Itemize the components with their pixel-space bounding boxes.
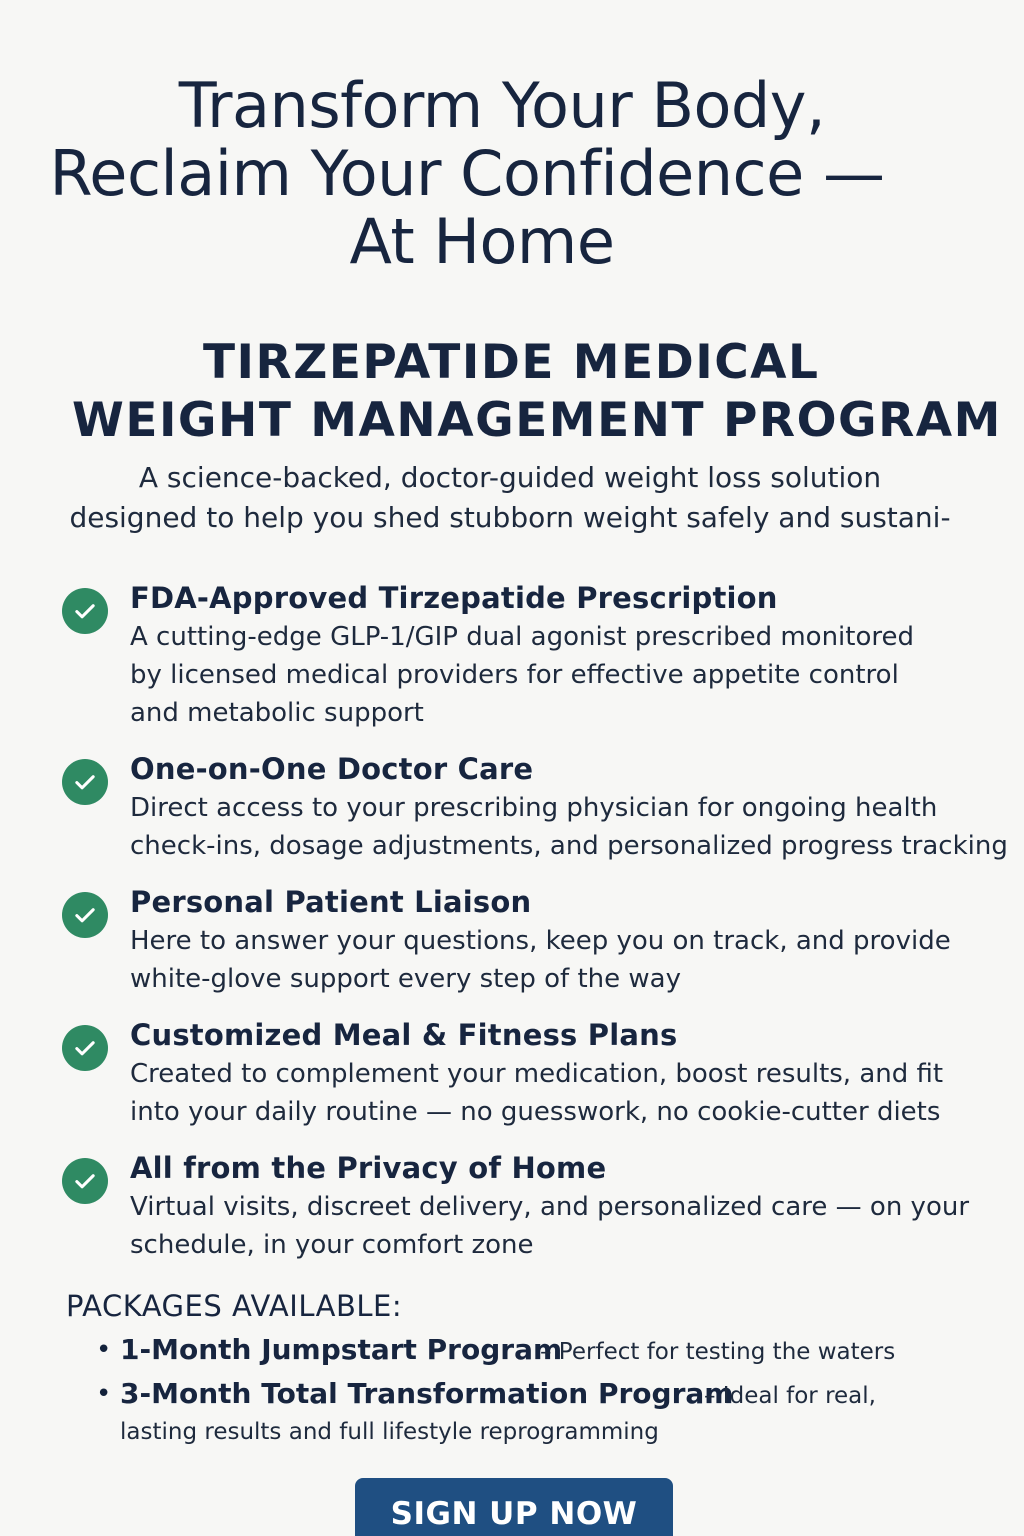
program-title-line-1: TIRZEPATIDE MEDICAL [203, 335, 820, 390]
feature-description [130, 618, 1010, 732]
headline-line-3: At Home [349, 205, 615, 278]
feature-description-line: Here to answer your questions, keep you on track, and provide [130, 926, 951, 956]
feature-description-line: A cutting-edge GLP-1/GIP dual agonist prescribed monitored [130, 622, 914, 652]
package-description-continued: lasting results and full lifestyle reprogramming [120, 1419, 659, 1445]
feature-description [130, 1055, 1010, 1131]
program-title-line-2: WEIGHT MANAGEMENT PROGRAM [72, 393, 1002, 448]
feature-description-line: Created to complement your medication, boost results, and fit [130, 1059, 944, 1089]
feature-title: One-on-One Doctor Care [130, 752, 534, 786]
feature-title: FDA-Approved Tirzepatide Prescription [130, 581, 778, 615]
sign-up-button[interactable]: SIGN UP NOW [355, 1478, 673, 1536]
feature-description [130, 789, 1010, 865]
feature-description-line: Virtual visits, discreet delivery, and personalized care — on your [130, 1192, 970, 1222]
check-circle-icon [62, 759, 108, 805]
check-circle-icon [62, 892, 108, 938]
program-title [0, 334, 1024, 450]
package-name: 1-Month Jumpstart Program [120, 1333, 563, 1366]
feature-description [130, 1188, 1010, 1264]
feature-description-line: by licensed medical providers for effective appetite control [130, 660, 899, 690]
check-circle-icon [62, 1158, 108, 1204]
feature-description-line: check-ins, dosage adjustments, and personalized progress tracking [130, 831, 1008, 861]
feature-description-line: and metabolic support [130, 698, 424, 728]
packages-heading: PACKAGES AVAILABLE: [66, 1289, 403, 1323]
package-description: – Perfect for testing the waters [540, 1339, 896, 1365]
package-name: 3-Month Total Transformation Program [120, 1377, 734, 1410]
feature-description [130, 922, 1010, 998]
program-intro-line-1: A science-backed, doctor-guided weight loss solution [138, 461, 882, 494]
program-intro [60, 458, 960, 538]
feature-description-line: schedule, in your comfort zone [130, 1230, 534, 1260]
package-description: – Ideal for real, [704, 1383, 876, 1409]
check-circle-icon [62, 588, 108, 634]
feature-title: Customized Meal & Fitness Plans [130, 1018, 678, 1052]
feature-description-line: into your daily routine — no guesswork, no cookie-cutter diets [130, 1097, 941, 1127]
feature-title: Personal Patient Liaison [130, 885, 532, 919]
bullet: • [96, 1335, 112, 1365]
feature-description-line: Direct access to your prescribing physician for ongoing health [130, 793, 938, 823]
headline-line-1: Transform Your Body, [178, 69, 826, 142]
feature-title: All from the Privacy of Home [130, 1151, 607, 1185]
feature-description-line: white-glove support every step of the way [130, 964, 681, 994]
program-intro-line-2: designed to help you shed stubborn weight safely and sustani- [69, 501, 951, 534]
check-circle-icon [62, 1025, 108, 1071]
headline [0, 69, 1024, 278]
bullet: • [96, 1379, 112, 1409]
headline-line-2: Reclaim Your Confidence — [49, 137, 885, 210]
